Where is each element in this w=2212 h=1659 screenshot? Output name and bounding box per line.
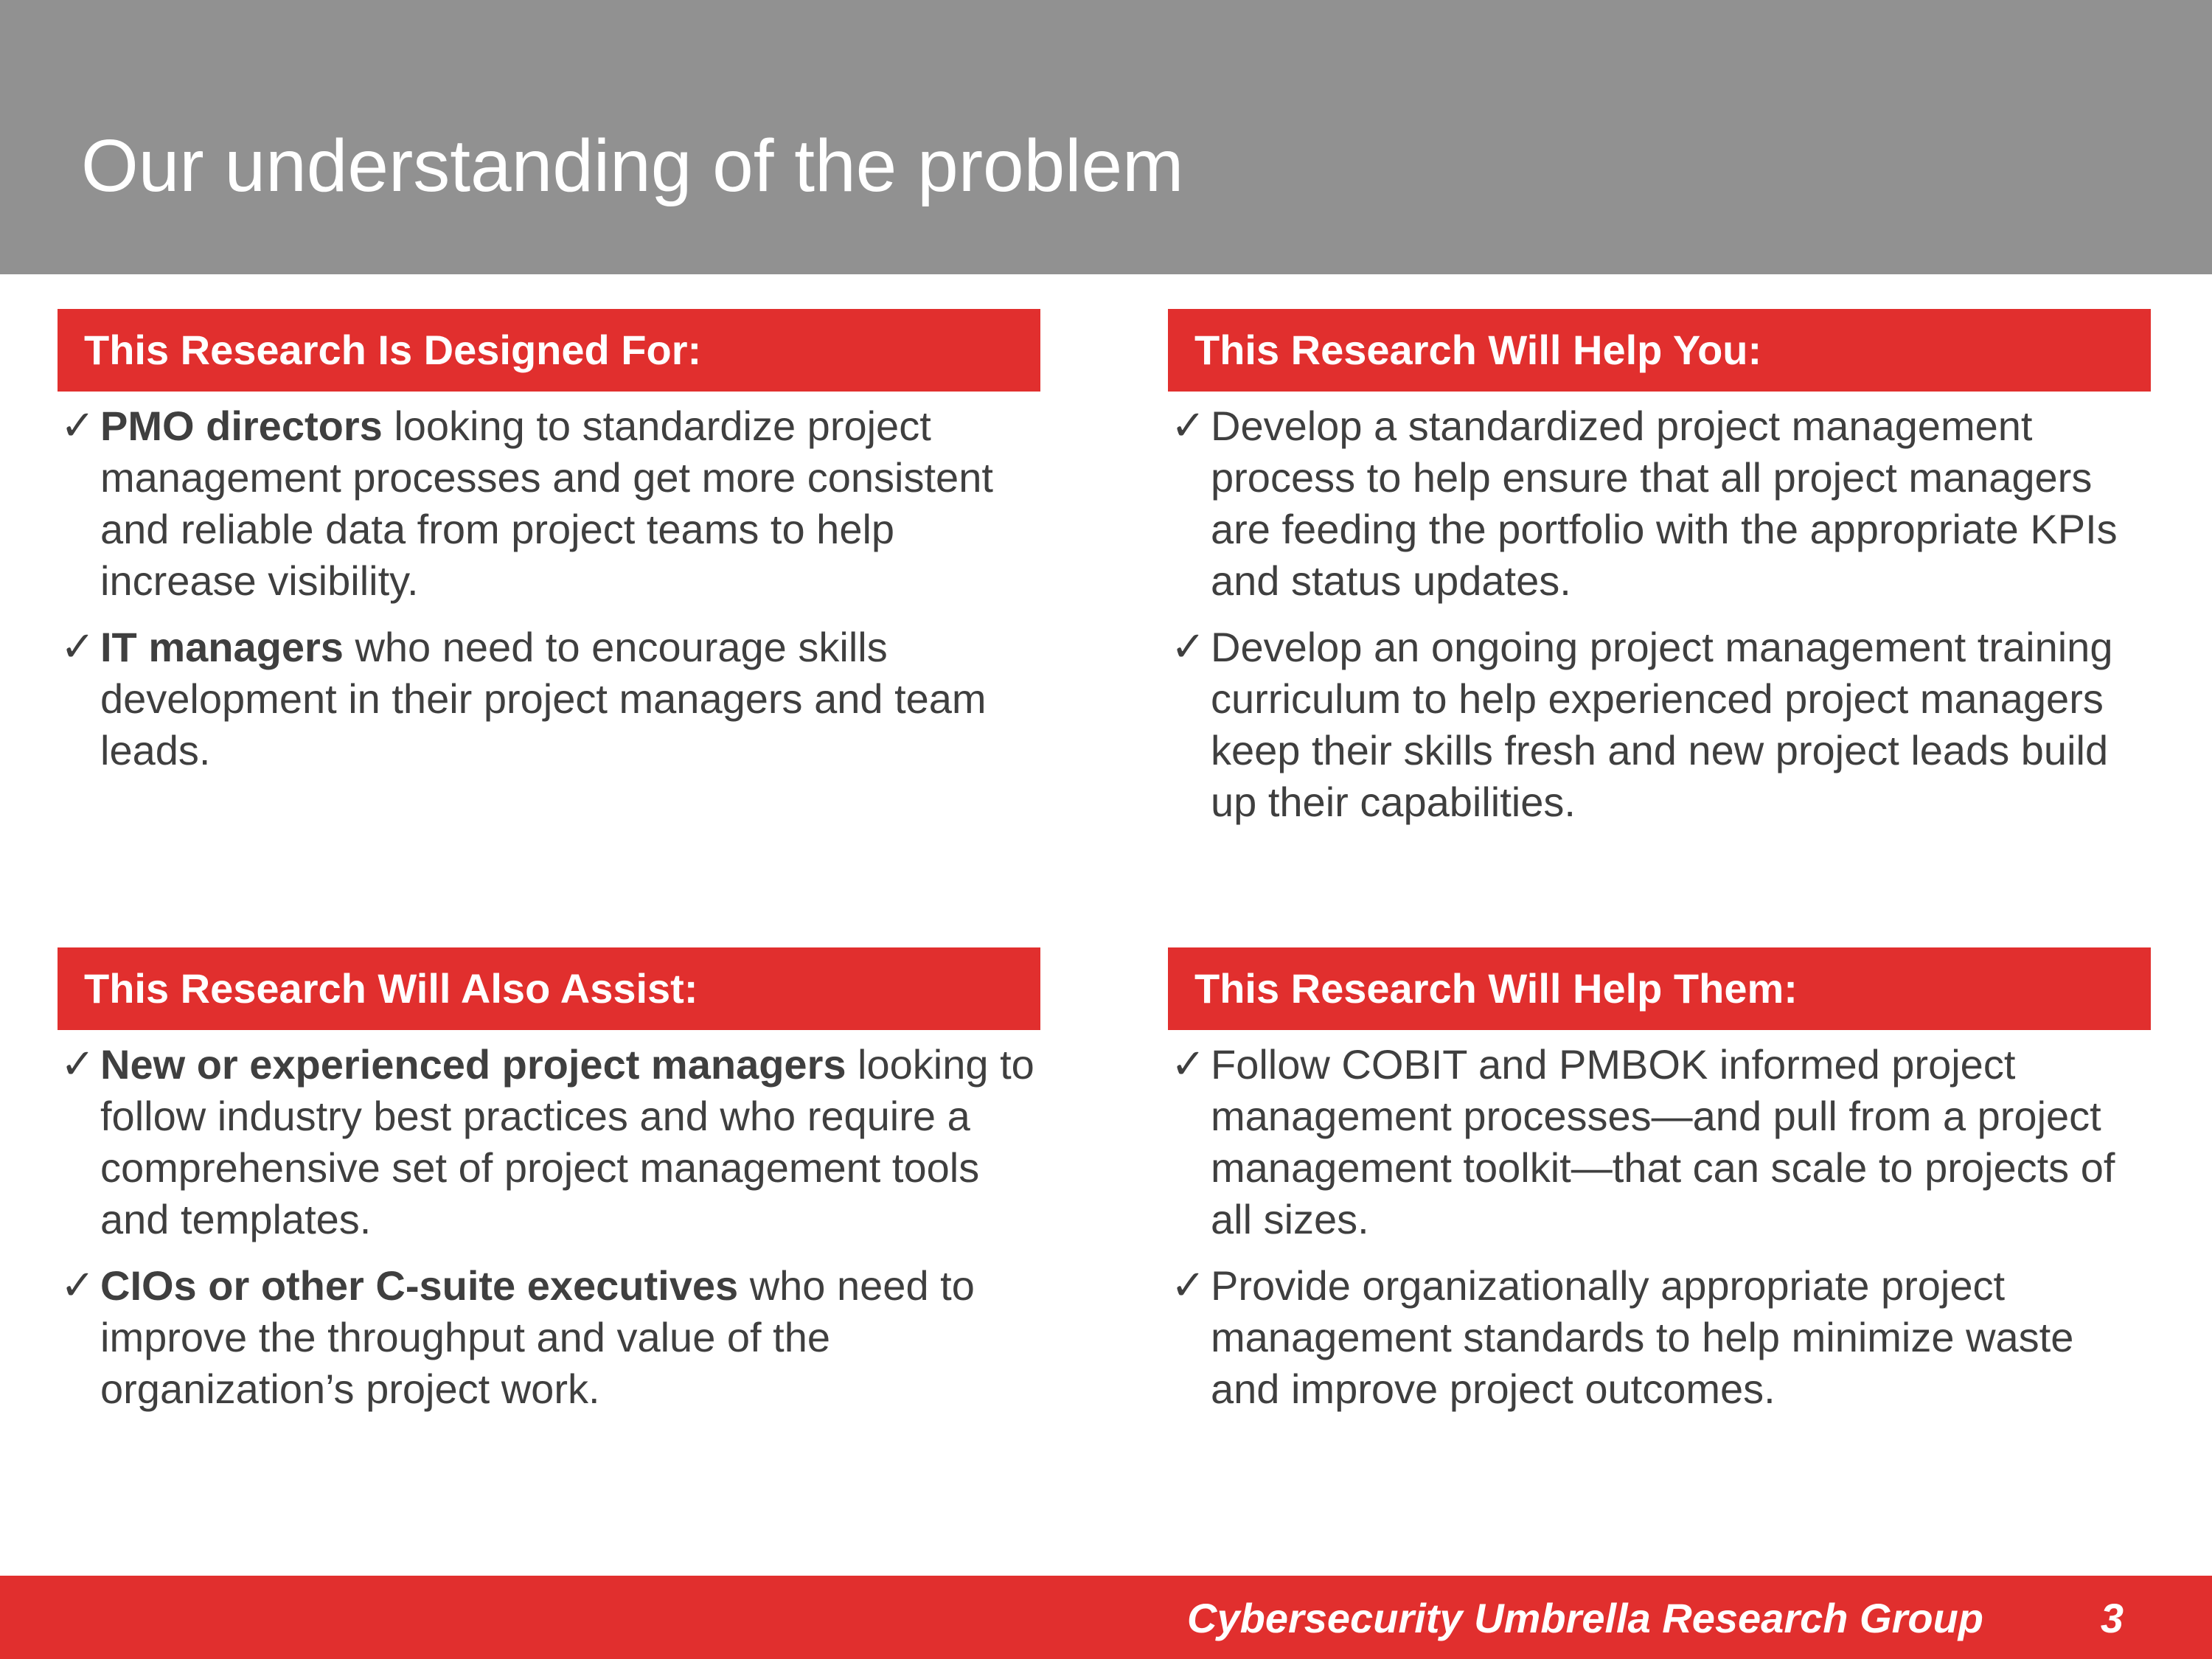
- bullet-text: looking to follow industry best practices and who require a comprehensive set of project management tools and templates.: [100, 1041, 1034, 1242]
- bullet-bold-lead: CIOs or other C-suite executives: [100, 1262, 739, 1309]
- bullet-text: Follow COBIT and PMBOK informed project management processes—and pull from a project management toolkit—that can scale to projects of all sizes.: [1211, 1041, 2115, 1242]
- bullet-list: [1168, 400, 2151, 828]
- checkmark-icon: ✓: [60, 1040, 95, 1088]
- bullet-bold-lead: New or experienced project managers: [100, 1041, 846, 1088]
- bullet-list: [1168, 1039, 2151, 1415]
- section-help-them: [1168, 947, 2151, 1430]
- checkmark-icon: ✓: [1171, 1262, 1206, 1310]
- list-item: [58, 1039, 1040, 1245]
- checkmark-icon: ✓: [60, 402, 95, 450]
- section-heading: This Research Will Also Assist:: [58, 947, 1040, 1030]
- section-designed-for: [58, 309, 1040, 791]
- bullet-text: Develop an ongoing project management training curriculum to help experienced project managers keep their skills fresh and new project leads build up their capabilities.: [1211, 624, 2113, 825]
- list-item: [1168, 400, 2151, 607]
- checkmark-icon: ✓: [1171, 623, 1206, 671]
- bullet-bold-lead: IT managers: [100, 624, 344, 670]
- list-item: [1168, 1039, 2151, 1245]
- list-item: [58, 400, 1040, 607]
- bullet-text: Develop a standardized project management process to help ensure that all project managers are feeding the portfolio with the appropriate KPIs and status updates.: [1211, 403, 2118, 604]
- section-heading: This Research Will Help Them:: [1168, 947, 2151, 1030]
- bullet-text: who need to encourage skills development in their project managers and team leads.: [100, 624, 987, 773]
- bullet-text: looking to standardize project management processes and get more consistent and reliable data from project teams to help increase visibility.: [100, 403, 993, 604]
- bullet-text: who need to improve the throughput and value of the organization’s project work.: [100, 1262, 975, 1412]
- list-item: [1168, 1260, 2151, 1415]
- section-heading: This Research Will Help You:: [1168, 309, 2151, 392]
- footer-org-name: Cybersecurity Umbrella Research Group: [1187, 1595, 1983, 1641]
- page-title: Our understanding of the problem: [81, 125, 1184, 207]
- checkmark-icon: ✓: [1171, 402, 1206, 450]
- section-help-you: [1168, 309, 2151, 843]
- checkmark-icon: ✓: [60, 623, 95, 671]
- checkmark-icon: ✓: [60, 1262, 95, 1310]
- bullet-list: [58, 1039, 1040, 1415]
- bullet-list: [58, 400, 1040, 776]
- list-item: [58, 622, 1040, 776]
- section-heading: This Research Is Designed For:: [58, 309, 1040, 392]
- bullet-text: Provide organizationally appropriate project management standards to help minimize waste and improve project outcomes.: [1211, 1262, 2074, 1412]
- list-item: [58, 1260, 1040, 1415]
- list-item: [1168, 622, 2151, 828]
- section-also-assist: [58, 947, 1040, 1430]
- checkmark-icon: ✓: [1171, 1040, 1206, 1088]
- page-number: 3: [2100, 1595, 2124, 1641]
- bullet-bold-lead: PMO directors: [100, 403, 383, 449]
